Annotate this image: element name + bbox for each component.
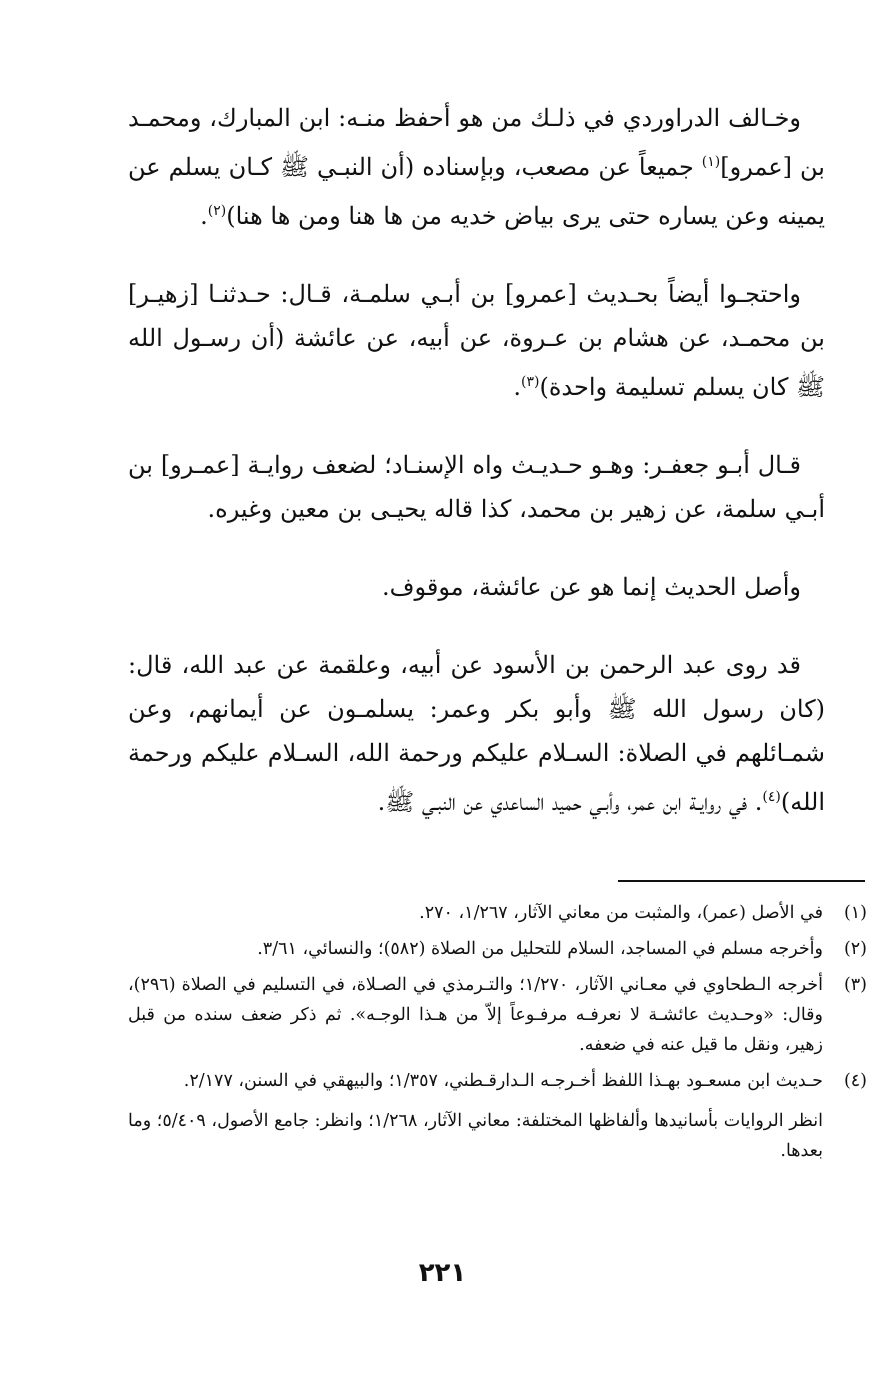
footnote-4 bbox=[128, 1066, 867, 1096]
paragraph-4: وأصل الحديث إنما هو عن عائشة، موقوف. bbox=[381, 573, 801, 601]
footnote-2 bbox=[128, 934, 867, 964]
footnote-1 bbox=[128, 898, 867, 928]
footnote-text: أخرجه الـطحاوي في معـاني الآثار، ١/٢٧٠؛ والتـرمذي في الصـلاة، في التسليم في الصلاة (٢٩٦)، وقال: «وحـديث عائشـة لا نعرفـه مرفـوعاً إلاّ من هـذا الوجـه». ثم ذكر ضعف سنده من قبل زهير، ونقل ما قيل عنه في ضعفه. bbox=[128, 975, 823, 1055]
footnote-text: وأخرجه مسلم في المساجد، السلام للتحليل من الصلاة (٥٨٢)؛ والنسائي، ٣/٦١. bbox=[257, 939, 823, 959]
paragraph-1-text-a: وخـالف الدراوردي في ذلـك من هو أحفظ منـه: ابن المبارك، ومحمـد بن [عمرو] bbox=[128, 104, 825, 181]
footnote-number: (١) bbox=[843, 903, 867, 923]
main-text bbox=[128, 96, 825, 858]
footnote-ref-2: (٢) bbox=[207, 203, 227, 219]
page-number: ٢٢١ bbox=[418, 1258, 467, 1288]
footnote-number: (٢) bbox=[843, 939, 867, 959]
paragraph-2-text-a: واحتجـوا أيضاً بحـديث [عمرو] بن أبـي سلمـة، قـال: حـدثنـا [زهيـر] بن محمـد، عن هشام بن عـروة، عن أبيه، عن عائشة (أن رسـول الله ﷺ كان يسلم تسليمة واحدة) bbox=[128, 280, 825, 401]
footnote-text: حـديث ابن مسعـود بهـذا اللفظ أخـرجـه الـدارقـطني، ١/٣٥٧؛ والبيهقي في السنن، ٢/١٧٧. bbox=[183, 1071, 823, 1091]
footnote-extra: انظر الروايات بأسانيدها وألفاظها المختلفة: معاني الآثار، ١/٢٦٨؛ وانظر: جامع الأصول، ٥/٤٠٩؛ وما بعدها. bbox=[128, 1111, 823, 1161]
paragraph-2 bbox=[128, 272, 825, 409]
footnote-separator bbox=[618, 880, 865, 882]
paragraph-1-text-c: . bbox=[200, 202, 208, 230]
footnote-ref-4: (٤) bbox=[762, 789, 781, 805]
paragraph-5-text-a: قد روى عبد الرحمن بن الأسود عن أبيه، وعلقمة عن عبد الله، قال:(كان رسول الله ﷺ وأبو بكر وعمر: يسلمـون عن أيمانهم، وعن شمـائلهم في الصلاة: السـلام عليكم ورحمة الله، السـلام عليكم ورحمة الله) bbox=[128, 651, 825, 816]
footnote-number: (٤) bbox=[843, 1071, 867, 1091]
footnote-3 bbox=[128, 970, 867, 1060]
paragraph-2-text-b: . bbox=[513, 373, 521, 401]
footnote-number: (٣) bbox=[843, 975, 867, 995]
paragraph-1-text-b: جميعاً عن مصعب، وبإسناده (أن النبـي ﷺ كـان يسلم عن يمينه وعن يساره حتى يرى بياض خديه من ها هنا ومن ها هنا) bbox=[128, 153, 825, 230]
paragraph-5 bbox=[128, 643, 825, 824]
footnote-ref-3: (٣) bbox=[521, 374, 540, 390]
footnote-ref-1: (١) bbox=[701, 154, 721, 170]
paragraph-5-text-b: . في روايـة ابن عمر، وأبـي حميد الساعدي عن النبـي ﷺ. bbox=[377, 788, 763, 816]
footnotes bbox=[128, 898, 867, 1166]
footnote-text: في الأصل (عمر)، والمثبت من معاني الآثار، ١/٢٦٧، ٢٧٠. bbox=[419, 903, 823, 923]
paragraph-3: قـال أبـو جعفـر: وهـو حـديـث واه الإسنـاد؛ لضعف روايـة [عمـرو] بن أبـي سلمة، عن زهير بن محمد، كذا قاله يحيـى بن معين وغيره. bbox=[128, 451, 825, 523]
paragraph-1 bbox=[128, 96, 825, 238]
